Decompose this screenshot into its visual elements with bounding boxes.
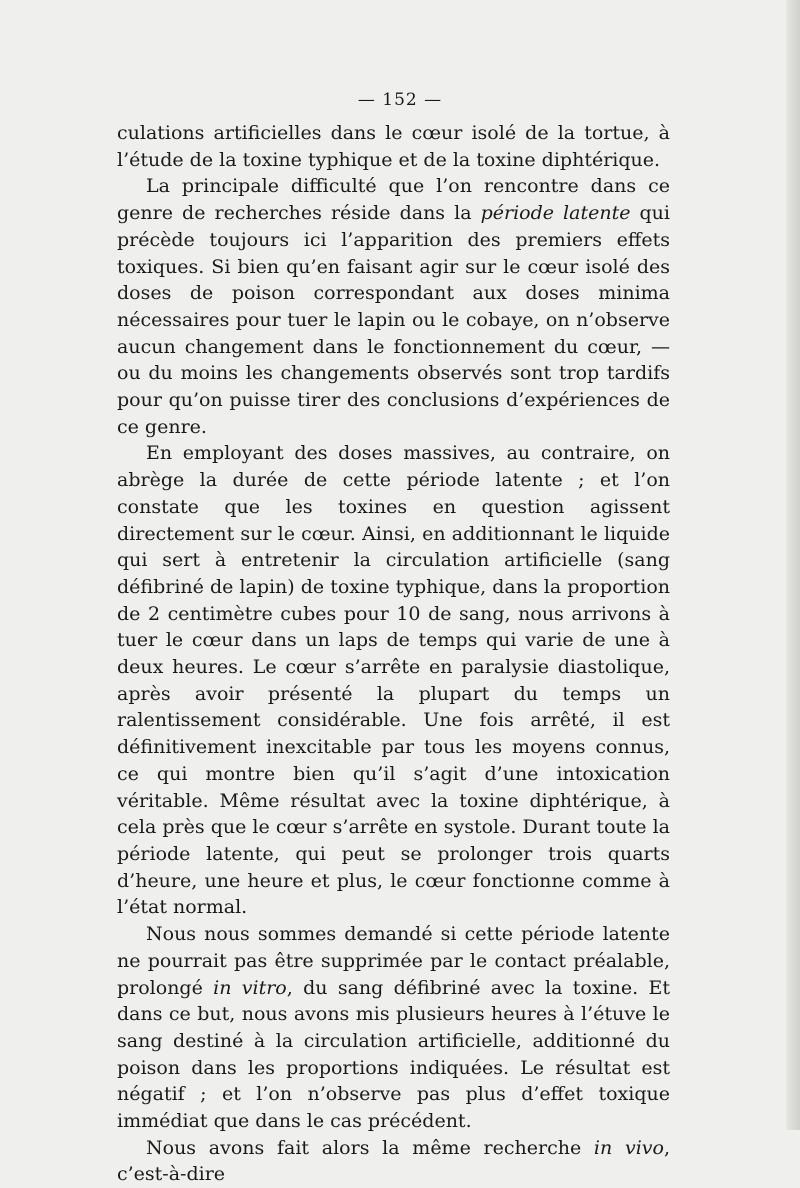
text-segment: , du sang défibriné avec la toxine. Et dans ce but, nous avons mis plusieurs heures à l’étuve le sang destiné à la circulation artificielle, additionné du poison dans les proportions indiquées. Le résultat est négatif ; et l’on n’observe pas plus d’effet toxique immédiat que dans le cas précédent. <box>117 976 670 1133</box>
paragraph-4 <box>117 921 670 1135</box>
page-number: — 152 — <box>357 90 443 110</box>
text-segment: , c’est-à-dire <box>117 1136 670 1186</box>
paragraph-5 <box>117 1135 670 1188</box>
italic-term-periode-latente: période latente <box>480 202 631 225</box>
italic-term-in-vivo: in vivo <box>593 1136 664 1159</box>
paragraph-1 <box>117 120 670 173</box>
body-text <box>117 120 670 1188</box>
text-segment: Nous nous sommes demandé si cette période latente ne pourrait pas être supprimée par le contact préalable, prolongé <box>117 923 670 999</box>
italic-term-in-vitro: in vitro <box>213 976 287 999</box>
text-segment: Nous avons fait alors la même recherche <box>146 1136 594 1159</box>
text-segment: En employant des doses massives, au contraire, on abrège la durée de cette période latente ; et l’on constate que les toxines en question agissent directement sur le cœur. Ainsi, en additionnant le liquide qui sert à entretenir la circulation artificielle (sang défibriné de lapin) de toxine typhique, dans la proportion de 2 centimètre cubes pour 10 de sang, nous arrivons à tuer le cœur dans un laps de temps qui varie de une à deux heures. Le cœur s’arrête en paralysie diastolique, après avoir présenté la plupart du temps un ralentissement considérable. Une fois arrêté, il est définitivement inexcitable par tous les moyens connus, ce qui montre bien qu’il s’agit d’une intoxication véritable. Même résultat avec la toxine diphtérique, à cela près que le cœur s’arrête en systole. Durant toute la période latente, qui peut se prolonger trois quarts d’heure, une heure et plus, le cœur fonctionne comme à l’état normal. <box>117 442 670 919</box>
paragraph-2 <box>117 173 670 440</box>
text-segment: culations artificielles dans le cœur isolé de la tortue, à l’étude de la toxine typhique et de la toxine diphtérique. <box>117 122 670 171</box>
text-segment: La principale difficulté que l’on rencontre dans ce genre de recherches réside dans la <box>117 175 670 225</box>
text-segment: qui précède toujours ici l’apparition des premiers effets toxiques. Si bien qu’en faisant agir sur le cœur isolé des doses de poison correspondant aux doses minima nécessaires pour tuer le lapin ou le cobaye, on n’observe aucun changement dans le fonctionnement du cœur, — ou du moins les changements observés sont trop tardifs pour qu’on puisse tirer des conclusions d’expériences de ce genre. <box>117 202 670 438</box>
page-edge-shadow <box>786 0 800 1130</box>
paragraph-3 <box>117 440 670 921</box>
